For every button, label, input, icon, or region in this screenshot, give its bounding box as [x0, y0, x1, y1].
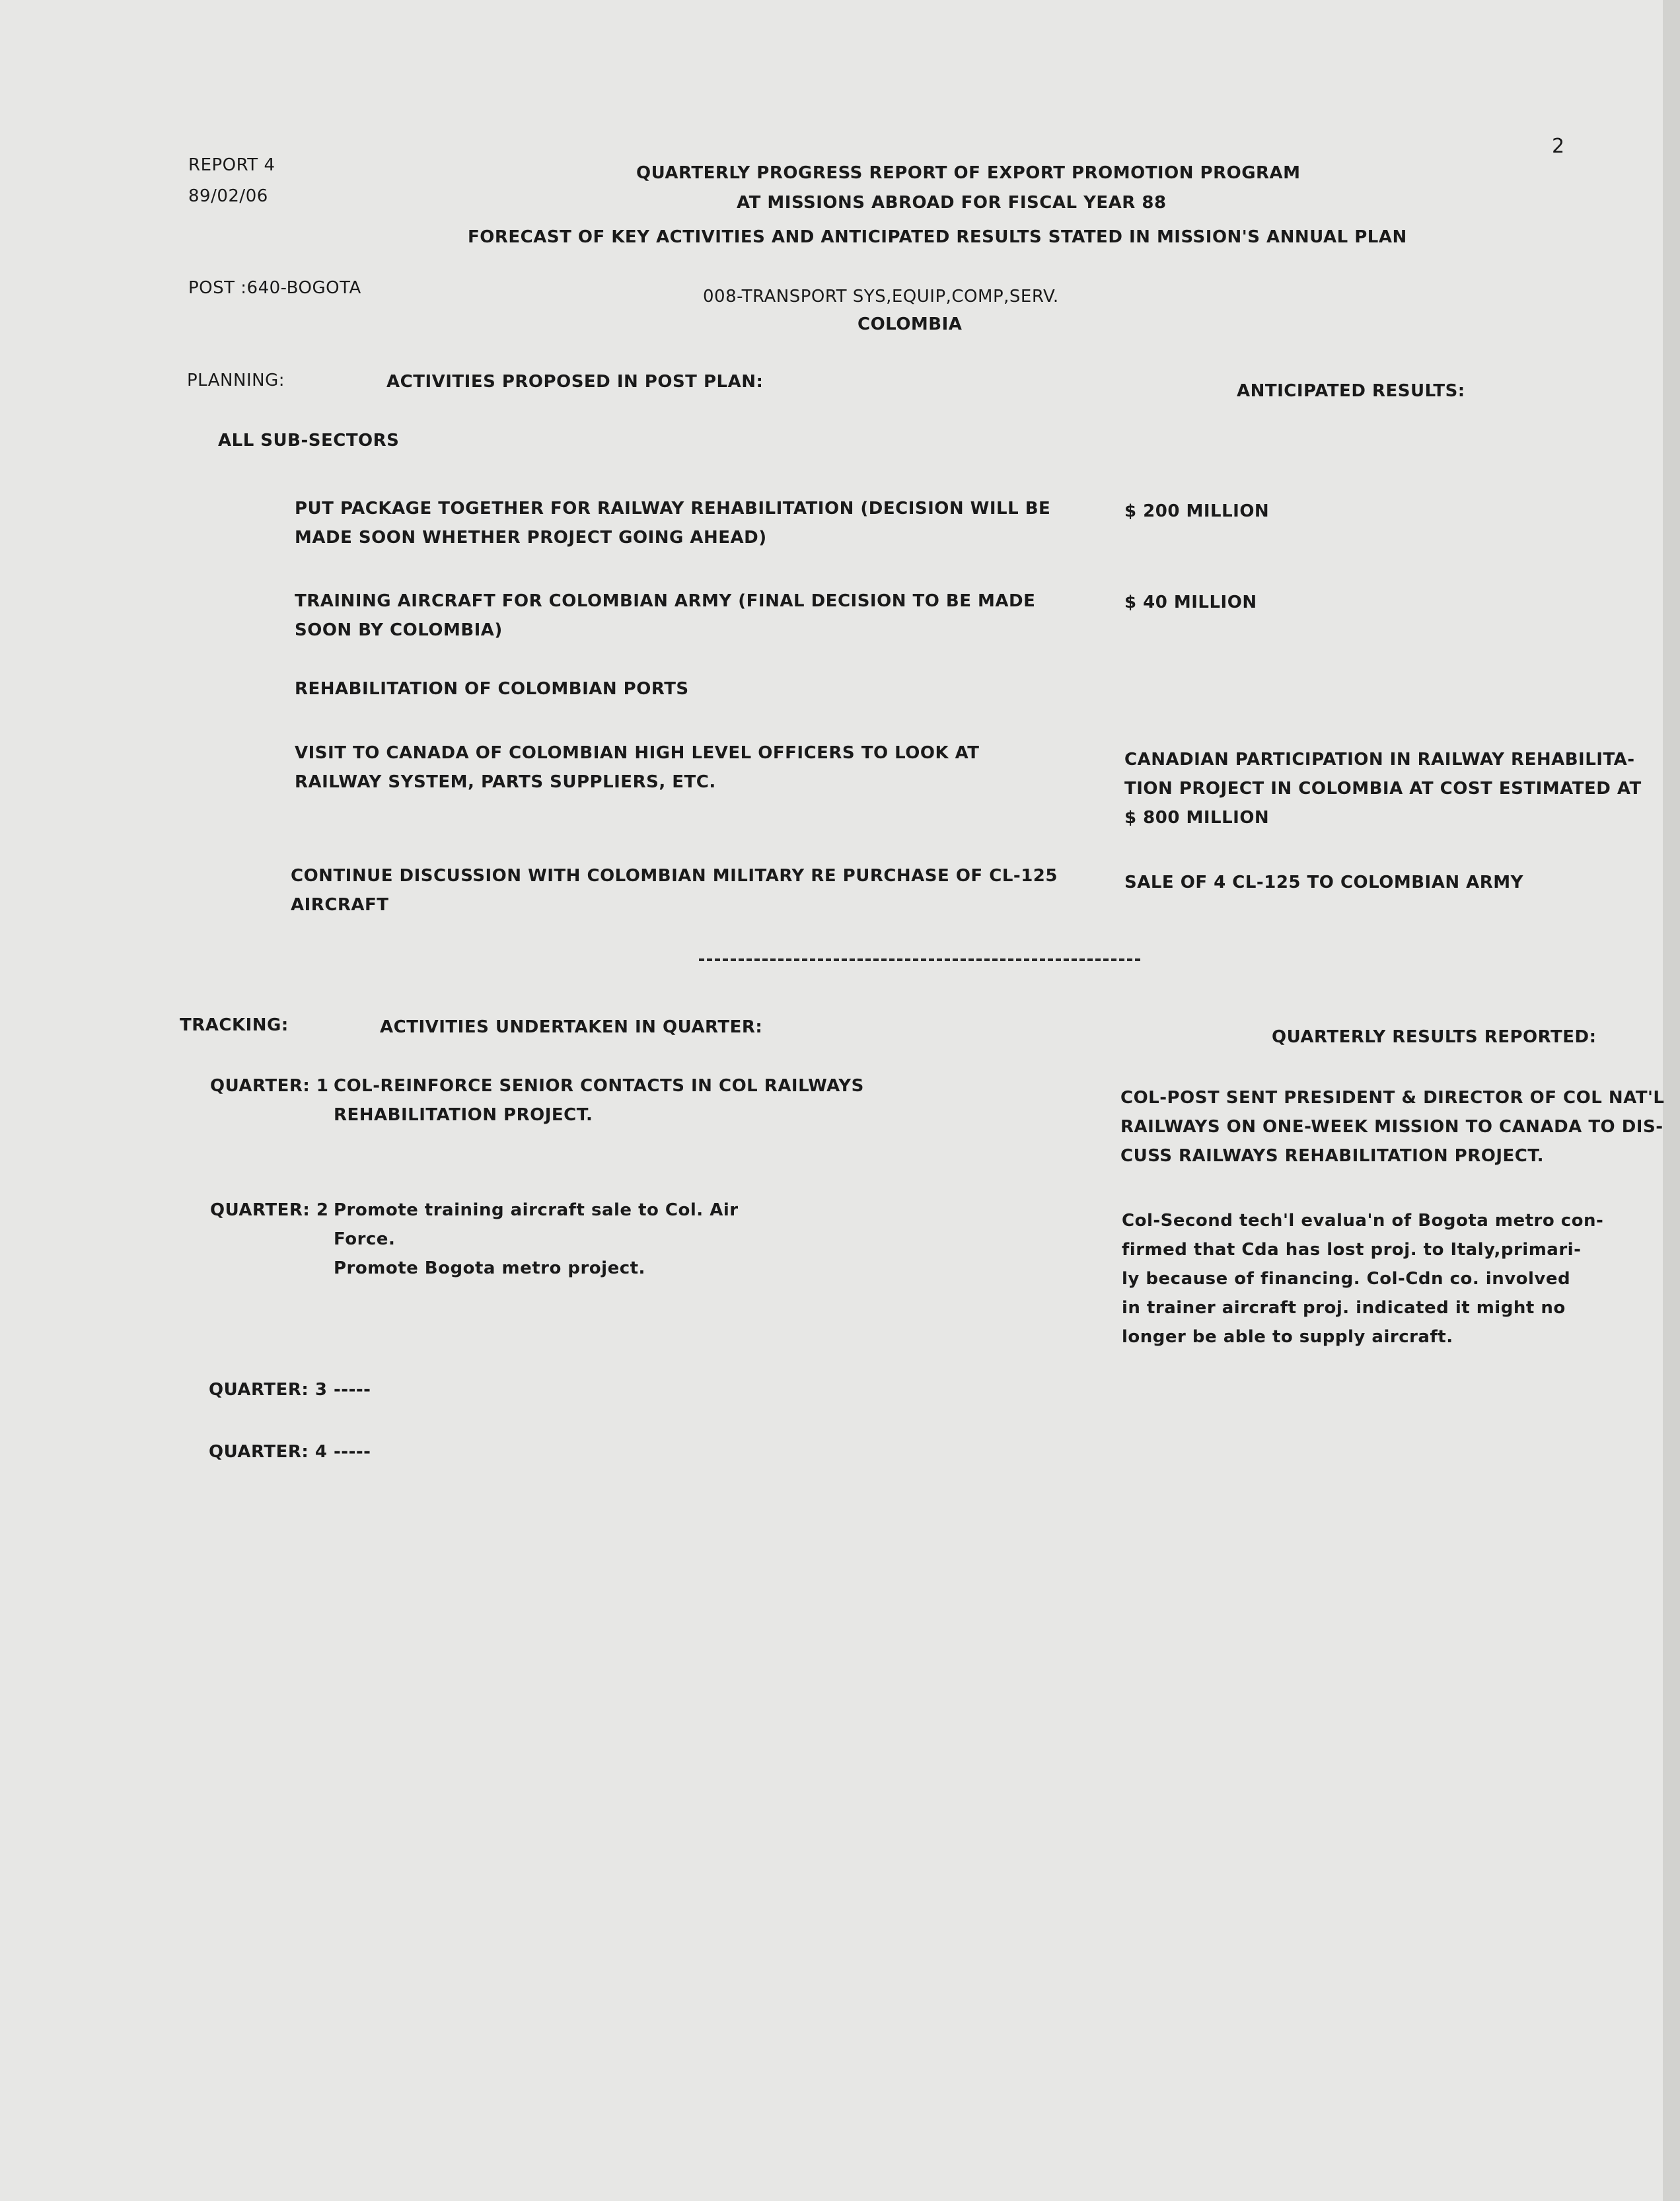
quarter-2-result: Col-Second tech'l evalua'n of Bogota metro con- firmed that Cda has lost proj. to Italy,primari- ly because of financing. Col-Cdn co. involved in trainer aircraft proj. indicated it might no longer be able to supply aircraft. [1122, 1211, 1604, 1347]
country-label: COLOMBIA [858, 314, 963, 334]
tracking-label: TRACKING: [180, 1015, 289, 1035]
planning-result-4: CANADIAN PARTICIPATION IN RAILWAY REHABILITA- TION PROJECT IN COLOMBIA AT COST ESTIMATED AT $ 800 MILLION [1124, 750, 1642, 828]
planning-activity-3: REHABILITATION OF COLOMBIAN PORTS [295, 679, 689, 699]
quarter-1-activity: COL-REINFORCE SENIOR CONTACTS IN COL RAILWAYS REHABILITATION PROJECT. [334, 1076, 864, 1125]
tracking-results-heading: QUARTERLY RESULTS REPORTED: [1272, 1027, 1597, 1047]
quarter-2-label: QUARTER: 2 [210, 1200, 329, 1220]
planning-label: PLANNING: [187, 371, 285, 390]
sector-label: 008-TRANSPORT SYS,EQUIP,COMP,SERV. [703, 287, 1059, 307]
report-title-line3: FORECAST OF KEY ACTIVITIES AND ANTICIPATED RESULTS STATED IN MISSION'S ANNUAL PLAN [468, 227, 1407, 247]
planning-results-heading: ANTICIPATED RESULTS: [1237, 381, 1465, 401]
quarter-3-label: QUARTER: 3 ----- [209, 1380, 371, 1400]
quarter-1-label: QUARTER: 1 [210, 1076, 329, 1096]
section-divider [699, 958, 1140, 961]
post-label: POST :640-BOGOTA [188, 278, 361, 298]
planning-result-2: $ 40 MILLION [1124, 593, 1257, 612]
planning-activity-4: VISIT TO CANADA OF COLOMBIAN HIGH LEVEL OFFICERS TO LOOK AT RAILWAY SYSTEM, PARTS SUPPLIERS, ETC. [295, 743, 980, 792]
planning-result-1: $ 200 MILLION [1124, 501, 1270, 521]
quarter-1-result: COL-POST SENT PRESIDENT & DIRECTOR OF COL NAT'L RAILWAYS ON ONE-WEEK MISSION TO CANADA TO DIS- CUSS RAILWAYS REHABILITATION PROJECT. [1120, 1088, 1665, 1166]
planning-activity-2: TRAINING AIRCRAFT FOR COLOMBIAN ARMY (FINAL DECISION TO BE MADE SOON BY COLOMBIA) [295, 591, 1036, 640]
report-title-line2: AT MISSIONS ABROAD FOR FISCAL YEAR 88 [737, 193, 1167, 213]
planning-result-5: SALE OF 4 CL-125 TO COLOMBIAN ARMY [1124, 873, 1524, 892]
report-title-line1: QUARTERLY PROGRESS REPORT OF EXPORT PROMOTION PROGRAM [636, 163, 1301, 183]
quarter-4-label: QUARTER: 4 ----- [209, 1442, 371, 1462]
report-date: 89/02/06 [188, 186, 268, 206]
subsector-label: ALL SUB-SECTORS [218, 431, 400, 451]
tracking-activities-heading: ACTIVITIES UNDERTAKEN IN QUARTER: [380, 1017, 763, 1037]
planning-activity-1: PUT PACKAGE TOGETHER FOR RAILWAY REHABILITATION (DECISION WILL BE MADE SOON WHETHER PROJECT GOING AHEAD) [295, 499, 1051, 548]
quarter-2-activity: Promote training aircraft sale to Col. Air Force. Promote Bogota metro project. [334, 1200, 739, 1278]
page-edge [1663, 0, 1680, 2201]
planning-activities-heading: ACTIVITIES PROPOSED IN POST PLAN: [386, 372, 764, 392]
planning-activity-5: CONTINUE DISCUSSION WITH COLOMBIAN MILITARY RE PURCHASE OF CL-125 AIRCRAFT [291, 866, 1058, 915]
page-number: 2 [1552, 135, 1565, 158]
report-id: REPORT 4 [188, 155, 275, 175]
